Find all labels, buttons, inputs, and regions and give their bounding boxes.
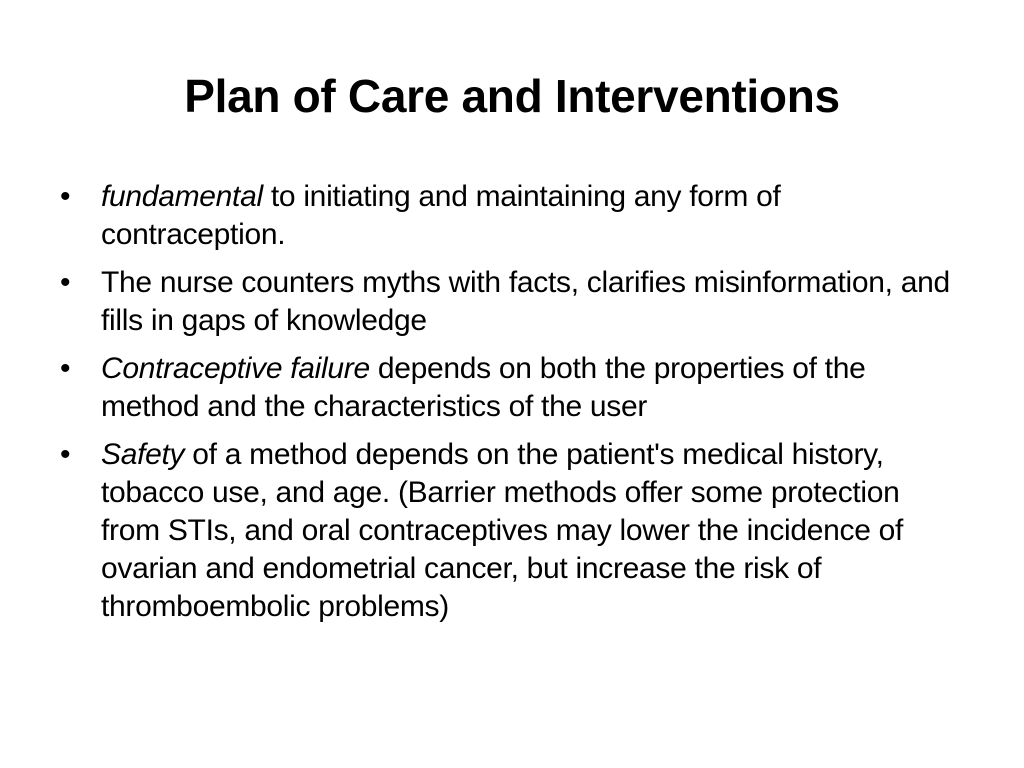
bullet-text: depends on both the properties of the method and the characteristics of the user <box>101 352 866 423</box>
bullet-text: The nurse counters myths with facts, clarifies misinformation, and fills in gaps of knowledge <box>101 266 950 337</box>
bullet-item <box>60 436 965 626</box>
bullet-item <box>60 178 965 254</box>
bullet-emphasis: Contraceptive failure <box>101 352 370 385</box>
bullet-list <box>60 178 965 636</box>
bullet-dot-icon: • <box>60 352 71 385</box>
bullet-emphasis: Safety <box>101 438 185 471</box>
bullet-dot-icon: • <box>60 180 71 213</box>
bullet-dot-icon: • <box>60 438 71 471</box>
bullet-emphasis: fundamental <box>101 180 263 213</box>
slide-title: Plan of Care and Interventions <box>184 70 840 122</box>
bullet-dot-icon: • <box>60 266 71 299</box>
bullet-text: of a method depends on the patient's medical history, tobacco use, and age. (Barrier methods offer some protection from STIs, and oral contraceptives may lower the incidence of ovarian and endometrial cancer, but increase the risk of thromboembolic problems) <box>101 438 904 623</box>
bullet-item <box>60 264 965 340</box>
bullet-item <box>60 350 965 426</box>
bullet-text: to initiating and maintaining any form of contraception. <box>101 180 781 251</box>
